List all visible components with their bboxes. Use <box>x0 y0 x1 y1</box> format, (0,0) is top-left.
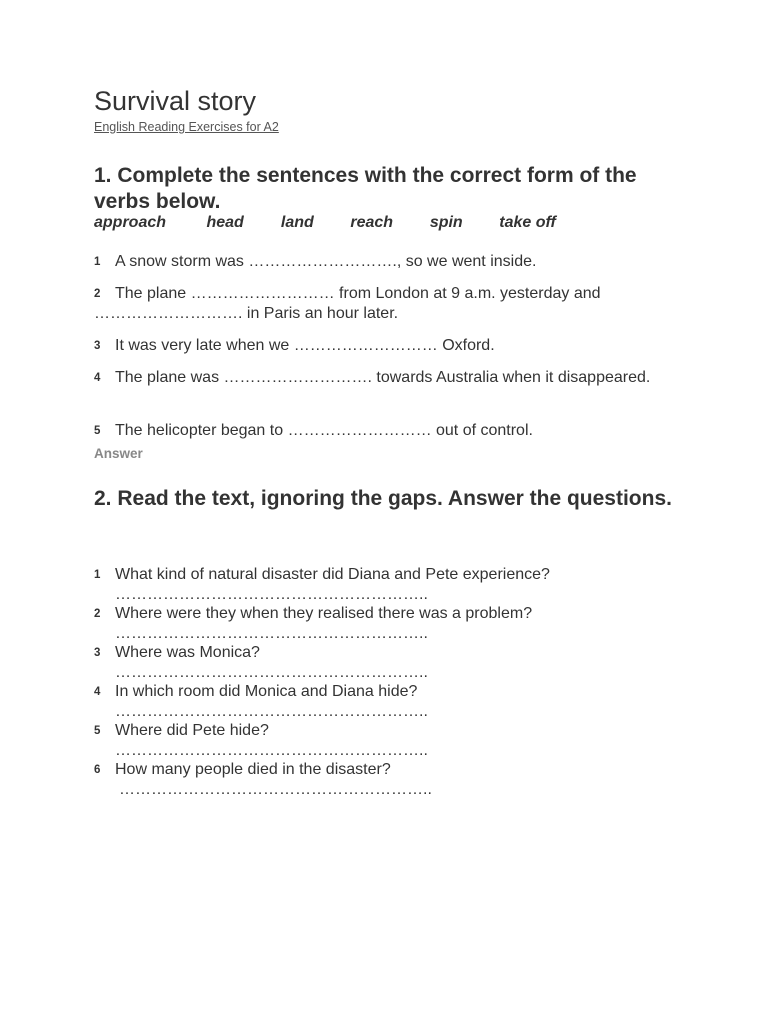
question-text: The plane was ………………………. towards Australia when it disappeared. <box>115 369 651 386</box>
verb-item: take off <box>499 214 556 231</box>
question-number: 3 <box>94 647 101 659</box>
question-text: Where did Pete hide? <box>115 722 269 739</box>
question-number: 6 <box>94 764 101 776</box>
question-text: What kind of natural disaster did Diana and Pete experience? <box>115 566 550 583</box>
section1-question-2 <box>94 284 674 324</box>
question-number: 5 <box>94 725 101 737</box>
question-text: Where were they when they realised there was a problem? <box>115 605 533 622</box>
question-number: 3 <box>94 340 101 352</box>
answer-blank: ………………………………………………….. <box>115 664 428 681</box>
question-text: A snow storm was ………………………., so we went inside. <box>115 253 537 270</box>
section2-question-6 <box>94 760 674 799</box>
section1-heading: 1. Complete the sentences with the correct form of the verbs below. <box>94 164 637 213</box>
verb-item: approach <box>94 214 167 231</box>
section1-question-3 <box>94 336 674 356</box>
answer-blank: ………………………………………………….. <box>115 742 428 759</box>
section2-question-4 <box>94 682 674 721</box>
answer-blank: ………………………………………………….. <box>115 625 428 642</box>
verb-item: head <box>206 214 244 231</box>
answer-link[interactable]: Answer <box>94 446 143 461</box>
verb-item: land <box>280 214 314 231</box>
answer-blank: ………………………………………………….. <box>115 703 428 720</box>
question-number: 2 <box>94 288 101 300</box>
section2-question-3 <box>94 643 674 682</box>
section2-question-2 <box>94 604 674 643</box>
section2-question-1 <box>94 565 674 604</box>
question-number: 2 <box>94 608 101 620</box>
question-number: 1 <box>94 256 101 268</box>
question-text: The helicopter began to ……………………… out of control. <box>115 422 533 439</box>
question-text: The plane ……………………… from London at 9 a.m. yesterday and ………………………. in Paris an hour later. <box>94 285 601 322</box>
page-title: Survival story <box>94 86 257 116</box>
section2-question-5 <box>94 721 674 760</box>
section1-question-5 <box>94 421 674 441</box>
answer-blank: ………………………………………………….. <box>119 781 432 798</box>
verb-item: reach <box>350 214 394 231</box>
subtitle-link[interactable]: English Reading Exercises for A2 <box>94 120 279 134</box>
question-number: 1 <box>94 569 101 581</box>
question-text: In which room did Monica and Diana hide? <box>115 683 418 700</box>
question-number: 4 <box>94 686 101 698</box>
verb-item: spin <box>429 214 463 231</box>
section2-heading: 2. Read the text, ignoring the gaps. Answer the questions. <box>94 487 672 510</box>
answer-blank: ………………………………………………….. <box>115 586 428 603</box>
section1-question-4 <box>94 368 674 388</box>
question-number: 4 <box>94 372 101 384</box>
verb-list <box>94 214 556 232</box>
section1-question-1 <box>94 252 674 272</box>
question-text: Where was Monica? <box>115 644 260 661</box>
question-text: How many people died in the disaster? <box>115 761 391 778</box>
question-text: It was very late when we ……………………… Oxford. <box>115 337 495 354</box>
question-number: 5 <box>94 425 101 437</box>
